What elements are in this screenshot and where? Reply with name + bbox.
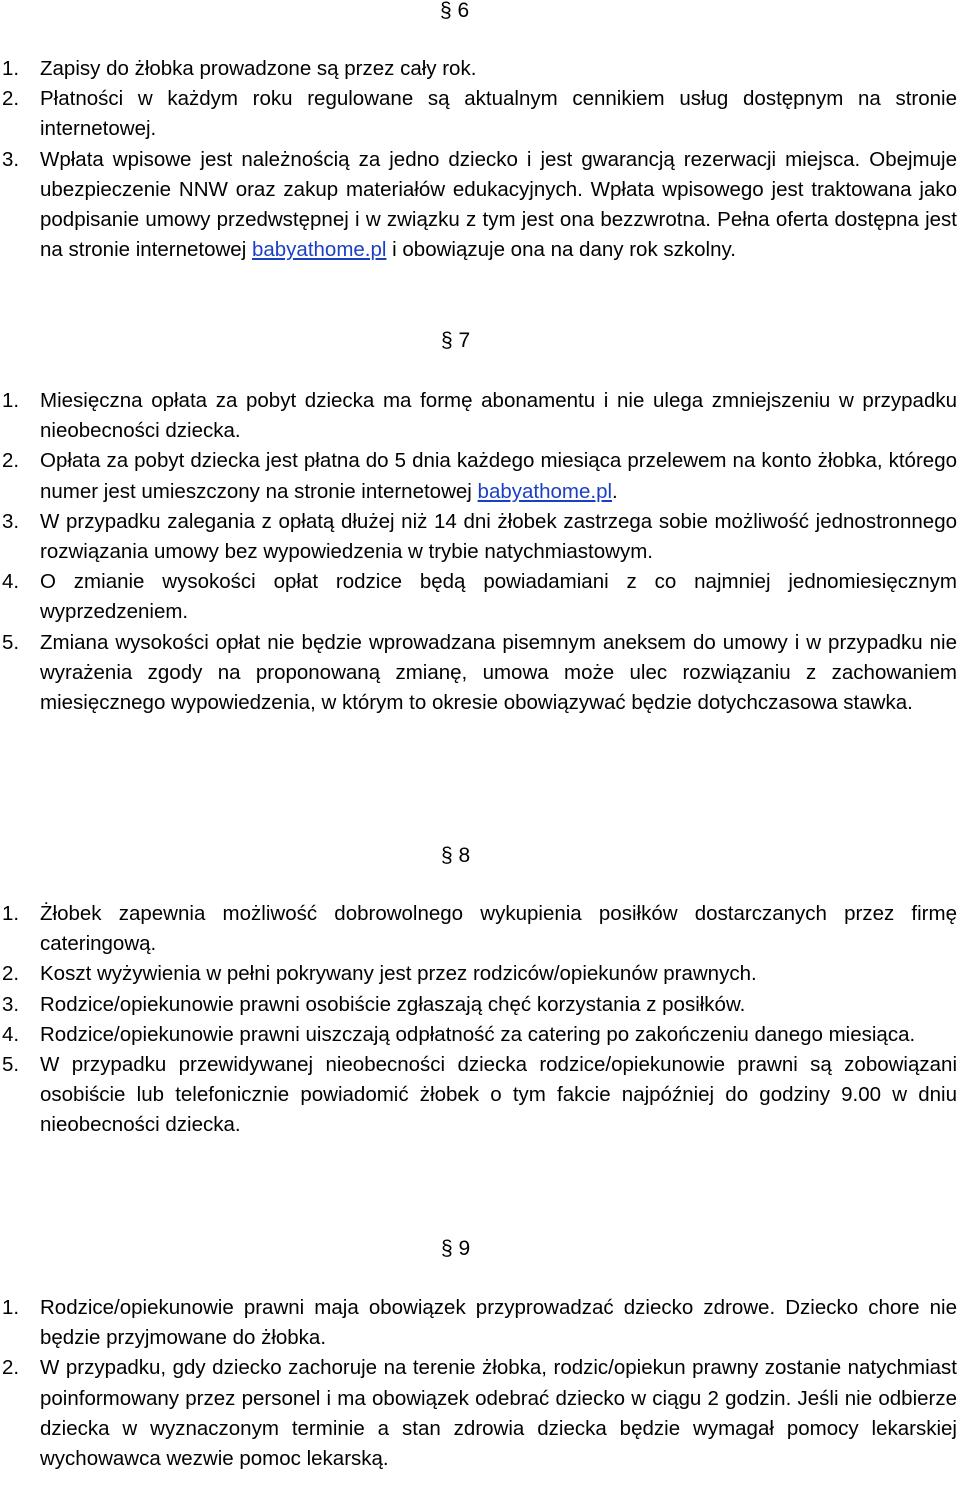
section-list (0, 899, 957, 1141)
item-number: 1. (2, 902, 20, 925)
item-number: 3. (2, 992, 20, 1016)
heading-text: § 8 (441, 844, 471, 867)
item-number: 3. (2, 147, 20, 171)
item-text: Płatności w każdym roku regulowane są aktualnym cennikiem usług dostępnym na stronie internetowej. (40, 87, 957, 141)
list-item (0, 959, 957, 989)
item-number: 3. (2, 509, 20, 533)
item-text: Rodzice/opiekunowie prawni osobiście zgłaszają chęć korzystania z posiłków. (40, 992, 746, 1016)
list-item (0, 1050, 957, 1141)
list-item (0, 1353, 957, 1474)
list-item (0, 84, 957, 144)
list-item (0, 386, 957, 446)
section-list (0, 1293, 957, 1474)
item-text: W przypadku, gdy dziecko zachoruje na terenie żłobka, rodzic/opiekun prawny zostanie natychmiast poinformowany przez personel i ma obowiązek odebrać dziecko w ciągu 2 godzin. Jeśli nie odbierze dziecka w wyznaczonym terminie a stan zdrowia dziecka będzie wymagał pomocy lekarskiej wychowawca wezwie pomoc lekarską. (40, 1356, 957, 1471)
list-item (0, 145, 957, 266)
list-item (0, 1293, 957, 1353)
item-number: 1. (2, 57, 20, 80)
list-item (0, 567, 957, 627)
item-number: 4. (2, 570, 20, 594)
item-number: 2. (2, 87, 20, 111)
item-text: Wpłata wpisowe jest należnością za jedno dziecko i jest gwarancją rezerwacji miejsca. Obejmuje ubezpieczenie NNW oraz zakup materiałów edukacyjnych. Wpłata wpisowego jest traktowana jako podpisanie umowy przedwstępnej i w związku z tym jest ona bezzwrotna. Pełna oferta dostępna jest na stronie internetowej (40, 147, 957, 262)
list-item (0, 446, 957, 506)
website-link[interactable]: babyathome.pl (477, 479, 613, 503)
item-text: W przypadku zalegania z opłatą dłużej niż 14 dni żłobek zastrzega sobie możliwość jednostronnego rozwiązania umowy bez wypowiedzenia w trybie natychmiastowym. (40, 509, 957, 564)
item-text: Rodzice/opiekunowie prawni uiszczają odpłatność za catering po zakończeniu danego miesiąca. (40, 1022, 916, 1046)
item-text: Żłobek zapewnia możliwość dobrowolnego wykupienia posiłków dostarczanych przez firmę cateringową. (40, 902, 957, 956)
list-item (0, 990, 957, 1020)
list-item (0, 507, 957, 567)
item-text: W przypadku przewidywanej nieobecności dziecka rodzice/opiekunowie prawni są zobowiązani osobiście lub telefonicznie powiadomić żłobek o tym fakcie najpóźniej do godziny 9.00 w dniu nieobecności dziecka. (40, 1053, 957, 1137)
item-text: Miesięczna opłata za pobyt dziecka ma formę abonamentu i nie ulega zmniejszeniu w przypadku nieobecności dziecka. (40, 389, 957, 443)
item-number: 1. (2, 1296, 20, 1319)
heading-text: § 7 (441, 329, 471, 352)
item-text: Koszt wyżywienia w pełni pokrywany jest przez rodziców/opiekunów prawnych. (40, 962, 757, 986)
list-item (0, 54, 957, 84)
item-text: . (612, 479, 618, 503)
list-item (0, 899, 957, 959)
section-list (0, 386, 957, 718)
section-list (0, 54, 957, 265)
item-text: i obowiązuje ona na dany rok szkolny. (386, 238, 736, 262)
heading-text: § 6 (440, 0, 470, 22)
item-number: 5. (2, 1053, 20, 1077)
item-text: Zmiana wysokości opłat nie będzie wprowadzana pisemnym aneksem do umowy i w przypadku nie wyrażenia zgody na proponowaną zmianę, umowa może ulec rozwiązaniu z zachowaniem miesięcznego wypowiedzenia, w którym to okresie obowiązywać będzie dotychczasowa stawka. (40, 630, 957, 715)
item-number: 5. (2, 630, 20, 654)
item-text: Opłata za pobyt dziecka jest płatna do 5 dnia każdego miesiąca przelewem na konto żłobka, którego numer jest umieszczony na stronie internetowej (40, 449, 957, 503)
item-number: 4. (2, 1022, 20, 1046)
item-number: 2. (2, 449, 20, 473)
website-link[interactable]: babyathome.pl (251, 238, 387, 262)
item-number: 1. (2, 389, 20, 412)
item-text: O zmianie wysokości opłat rodzice będą powiadamiani z co najmniej jednomiesięcznym wyprzedzeniem. (40, 570, 957, 624)
heading-text: § 9 (441, 1237, 471, 1260)
item-number: 2. (2, 1356, 20, 1380)
item-text: Zapisy do żłobka prowadzone są przez cały rok. (40, 57, 477, 80)
list-item (0, 1020, 957, 1050)
item-text: Rodzice/opiekunowie prawni maja obowiązek przyprowadzać dziecko zdrowe. Dziecko chore nie będzie przyjmowane do żłobka. (40, 1296, 957, 1350)
item-number: 2. (2, 962, 20, 986)
list-item (0, 628, 957, 719)
